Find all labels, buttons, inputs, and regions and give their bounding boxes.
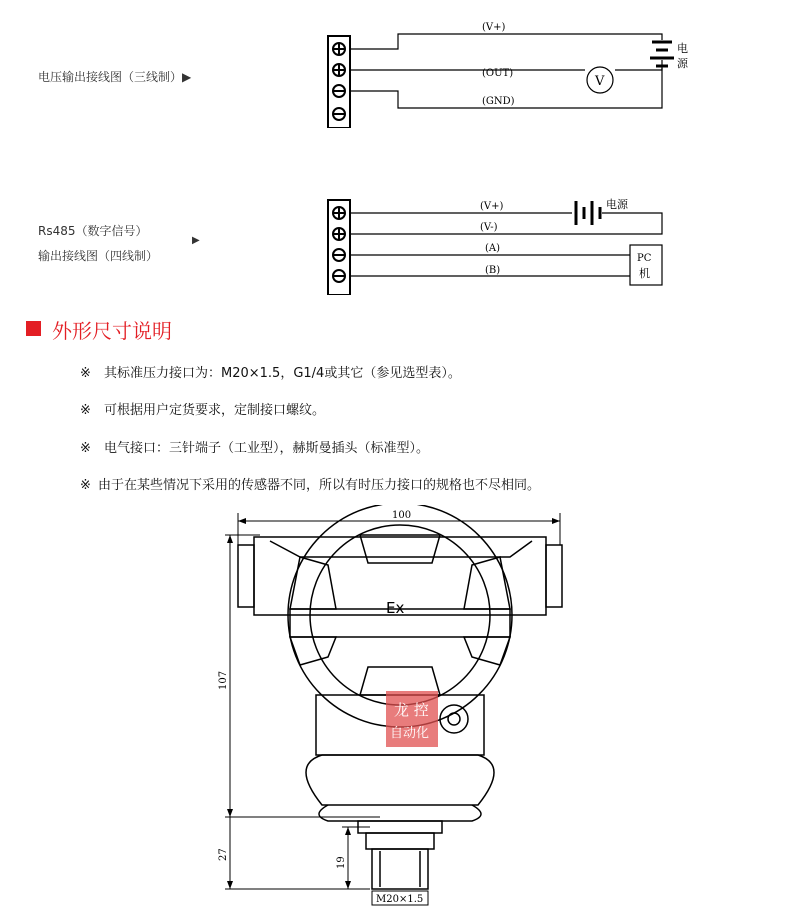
terminal-screw-1 [333, 43, 345, 55]
voltmeter-label: V [595, 74, 605, 89]
note-mark: ※ [80, 366, 91, 381]
voltage-wiring-title: 电压输出接线图（三线制）▶ [38, 70, 192, 84]
section-marker [26, 321, 41, 336]
terminal-screw-3 [333, 85, 345, 97]
voltmeter [587, 67, 613, 93]
ex-label: Ex [386, 599, 405, 617]
terminal-screw-d [333, 270, 345, 282]
height-dimension-line [225, 535, 380, 889]
note-text: 其标准压力接口为：M20×1.5，G1/4或其它（参见选型表）。 [104, 366, 461, 381]
rs485-arrow: ▶ [192, 235, 200, 246]
stamp-line-1: 龙 控 [394, 701, 429, 719]
signal-rs-vplus: (V+) [480, 201, 504, 212]
note-mark: ※ [80, 478, 91, 493]
rs485-wiring-title-2: 输出接线图（四线制） [38, 249, 159, 263]
note-text: 可根据用户定货要求，定制接口螺纹。 [104, 403, 326, 418]
section-title: 外形尺寸说明 [52, 319, 172, 343]
note-2 [80, 399, 325, 418]
company-stamp [386, 691, 438, 747]
signal-gnd: (GND) [482, 96, 515, 107]
lower-dim-label: 27 [218, 848, 229, 861]
terminal-screw-b [333, 228, 345, 240]
wire-rs-vminus [350, 213, 662, 234]
power-label-2: 源 [677, 57, 688, 70]
height-dim-label: 107 [218, 670, 229, 690]
signal-vplus: (V+) [482, 22, 506, 33]
note-1 [80, 362, 461, 381]
rs485-wiring-diagram [320, 195, 700, 295]
note-3 [80, 437, 429, 456]
rs-power-label: 电源 [606, 198, 628, 211]
width-dim-label: 100 [392, 510, 412, 521]
rs485-wiring-title-1: Rs485（数字信号） [38, 224, 148, 238]
terminal-screw-4 [333, 108, 345, 120]
terminal-screw-2 [333, 64, 345, 76]
signal-rs-b: (B) [485, 265, 501, 276]
stem-dim-label: 19 [336, 856, 347, 869]
signal-rs-vminus: (V-) [480, 222, 498, 233]
pc-label: PC [637, 253, 652, 264]
note-mark: ※ [80, 403, 91, 418]
dimension-drawing [210, 505, 580, 915]
signal-out: (OUT) [482, 68, 514, 79]
power-label-1: 电 [677, 42, 688, 55]
wire-vplus [350, 34, 662, 49]
note-text: 由于在某些情况下采用的传感器不同，所以有时压力接口的规格也不尽相同。 [98, 478, 541, 493]
battery-icon [576, 201, 600, 225]
voltage-wiring-diagram [320, 18, 700, 128]
stamp-line-2: 自动化 [390, 726, 430, 741]
terminal-screw-c [333, 249, 345, 261]
note-4 [80, 474, 540, 493]
wire-out-right [615, 60, 662, 70]
note-mark: ※ [80, 441, 91, 456]
signal-rs-a: (A) [485, 243, 501, 254]
thread-label: M20×1.5 [376, 894, 424, 905]
pc-label-2: 机 [639, 267, 650, 280]
note-text: 电气接口：三针端子（工业型），赫斯曼插头（标准型）。 [104, 441, 430, 456]
terminal-screw-a [333, 207, 345, 219]
